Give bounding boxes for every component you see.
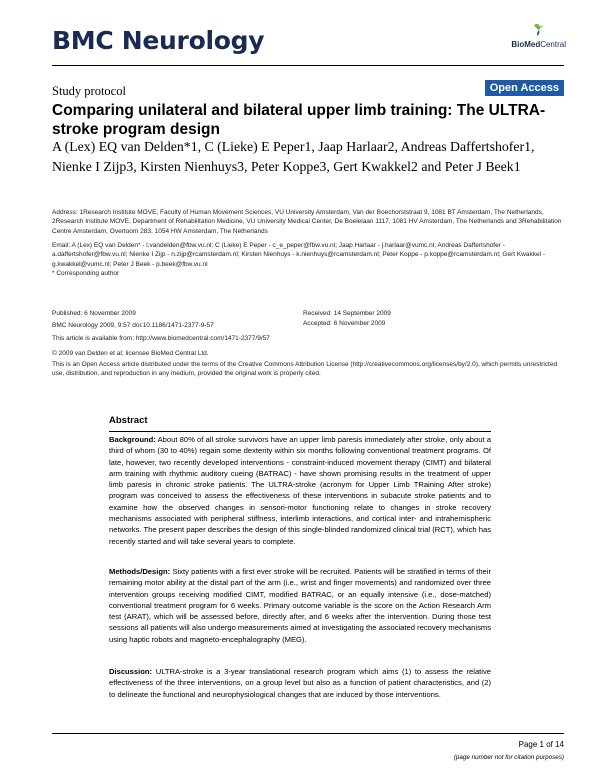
background-text: About 80% of all stroke survivors have an upper limb paresis immediately after stroke, only about a third of whom (30 to 40%) regain some dexterity within six months following conventional treatment programs. Of late, however, two recently developed interventions - constraint-induced movement therapy (CIMT) and bilateral arm training with rhythmic auditory cueing (BATRAC) - have shown promising results in the treatment of upper limb paresis in chronic stroke patients. The ULTRA-stroke (acronym for Upper Limb TRaining After stroke) program was conceived to assess the effectiveness of these interventions in subacute stroke patients and to examine how the observed changes in sensori-motor functioning relate to changes in stroke recovery mechanisms associated with peripheral stiffness, interlimb interactions, and cortical inter- and intrahemispheric networks. The present paper describes the design of this single-blinded randomized clinical trial (RCT), which has recently started and will take several years to complete.	[109, 435, 491, 546]
discussion-text: ULTRA-stroke is a 3-year translational research program which aims (1) to assess the relative effectiveness of the three interventions, on a group level but also as a function of patient characteristics, and (2) to delineate the functional and neurophysiological changes that are induced by those interventions.	[109, 667, 491, 699]
article-url[interactable]: This article is available from: http://www.biomedcentral.com/1471-2377/9/57	[52, 335, 270, 342]
header-rule	[52, 65, 564, 66]
background-label: Background:	[109, 435, 156, 444]
copyright: © 2009 van Delden et al; licensee BioMed Central Ltd.	[52, 350, 209, 357]
accepted-date: Accepted: 6 November 2009	[303, 320, 386, 327]
page-number: Page 1 of 14	[518, 740, 564, 749]
affiliations: Address: 1Research Institute MOVE, Faculty of Human Movement Sciences, VU University Amsterdam, Van der Boechorststraat 9, 1081 BT Amsterdam, The Netherlands, 2Research Institute MOVE, Department of Rehabilitation Medicine, VU University Medical Center, De Boelelaan 1117, 1081 HV Amsterdam, The Netherlands and 3Rehabilitation Centre Amsterdam, Overtoom 283, 1054 HW Amsterdam, The Netherlands	[52, 209, 562, 235]
biomed-logo-icon	[528, 22, 546, 38]
article-type: Study protocol	[52, 84, 126, 98]
methods-label: Methods/Design:	[109, 567, 171, 576]
author-list: A (Lex) EQ van Delden*1, C (Lieke) E Peper1, Jaap Harlaar2, Andreas Daffertshofer1, Nienke I Zijp3, Kirsten Nienhuys3, Peter Koppe3, Gert Kwakkel2 and Peter J Beek1	[52, 139, 535, 174]
abstract-background	[109, 434, 491, 547]
published-date: Published: 6 November 2009	[52, 310, 136, 317]
received-date: Received: 14 September 2009	[303, 310, 391, 317]
abstract-heading: Abstract	[109, 415, 148, 426]
citation: BMC Neurology 2009, 9:57 doi:10.1186/1471-2377-9-57	[52, 322, 214, 329]
publisher-name: BioMedCentral	[511, 40, 566, 49]
open-access-badge: Open Access	[485, 80, 564, 96]
corresponding-author-note: * Corresponding author	[52, 270, 120, 277]
page-note: (page number not for citation purposes)	[453, 754, 564, 761]
methods-text: Sixty patients with a first ever stroke will be recruited. Patients will be stratified in terms of their remaining motor ability at the distal part of the arm (i.e., wrist and finger movements) and randomized over three intervention groups receiving modified CIMT, modified BATRAC, or an equally intensive (i.e., dose-matched) conventional treatment program for 6 weeks. Primary outcome variable is the score on the Action Research Arm test (ARAT), which will be assessed before, directly after, and 6 weeks after the intervention. During those test sessions all patients will also undergo measurements aimed at investigating the associated recovery mechanisms using haptic robots and magneto-encephalography (MEG).	[109, 567, 491, 644]
footer-rule	[52, 733, 564, 734]
license-text: This is an Open Access article distributed under the terms of the Creative Commons Attribution License (http://creativecommons.org/licenses/by/2.0), which permits unrestricted use, distribution, and reproduction in any medium, provided the original work is properly cited.	[52, 361, 558, 378]
journal-title: BMC Neurology	[52, 26, 265, 55]
publisher-logo	[511, 22, 566, 49]
article-title: Comparing unilateral and bilateral upper limb training: The ULTRA-stroke program design	[52, 102, 546, 138]
author-emails: Email: A (Lex) EQ van Delden* - l.vandelden@fbw.vu.nl; C (Lieke) E Peper - c_e_peper@fbw.vu.nl; Jaap Harlaar - j.harlaar@vumc.nl; Andreas Daffertshofer - a.daffertshofer@fbw.vu.nl; Nienke I Zijp - n.zijp@rcamsterdam.nl; Kirsten Nienhuys - k.nienhuys@rcamsterdam.nl; Peter Koppe - p.koppe@rcamsterdam.nl; Gert Kwakkel - g.kwakkel@vumc.nl; Peter J Beek - p.beek@fbw.vu.nl	[52, 242, 546, 268]
abstract-methods	[109, 566, 491, 645]
discussion-label: Discussion:	[109, 667, 153, 676]
abstract-rule	[109, 431, 491, 432]
abstract-discussion	[109, 666, 491, 700]
